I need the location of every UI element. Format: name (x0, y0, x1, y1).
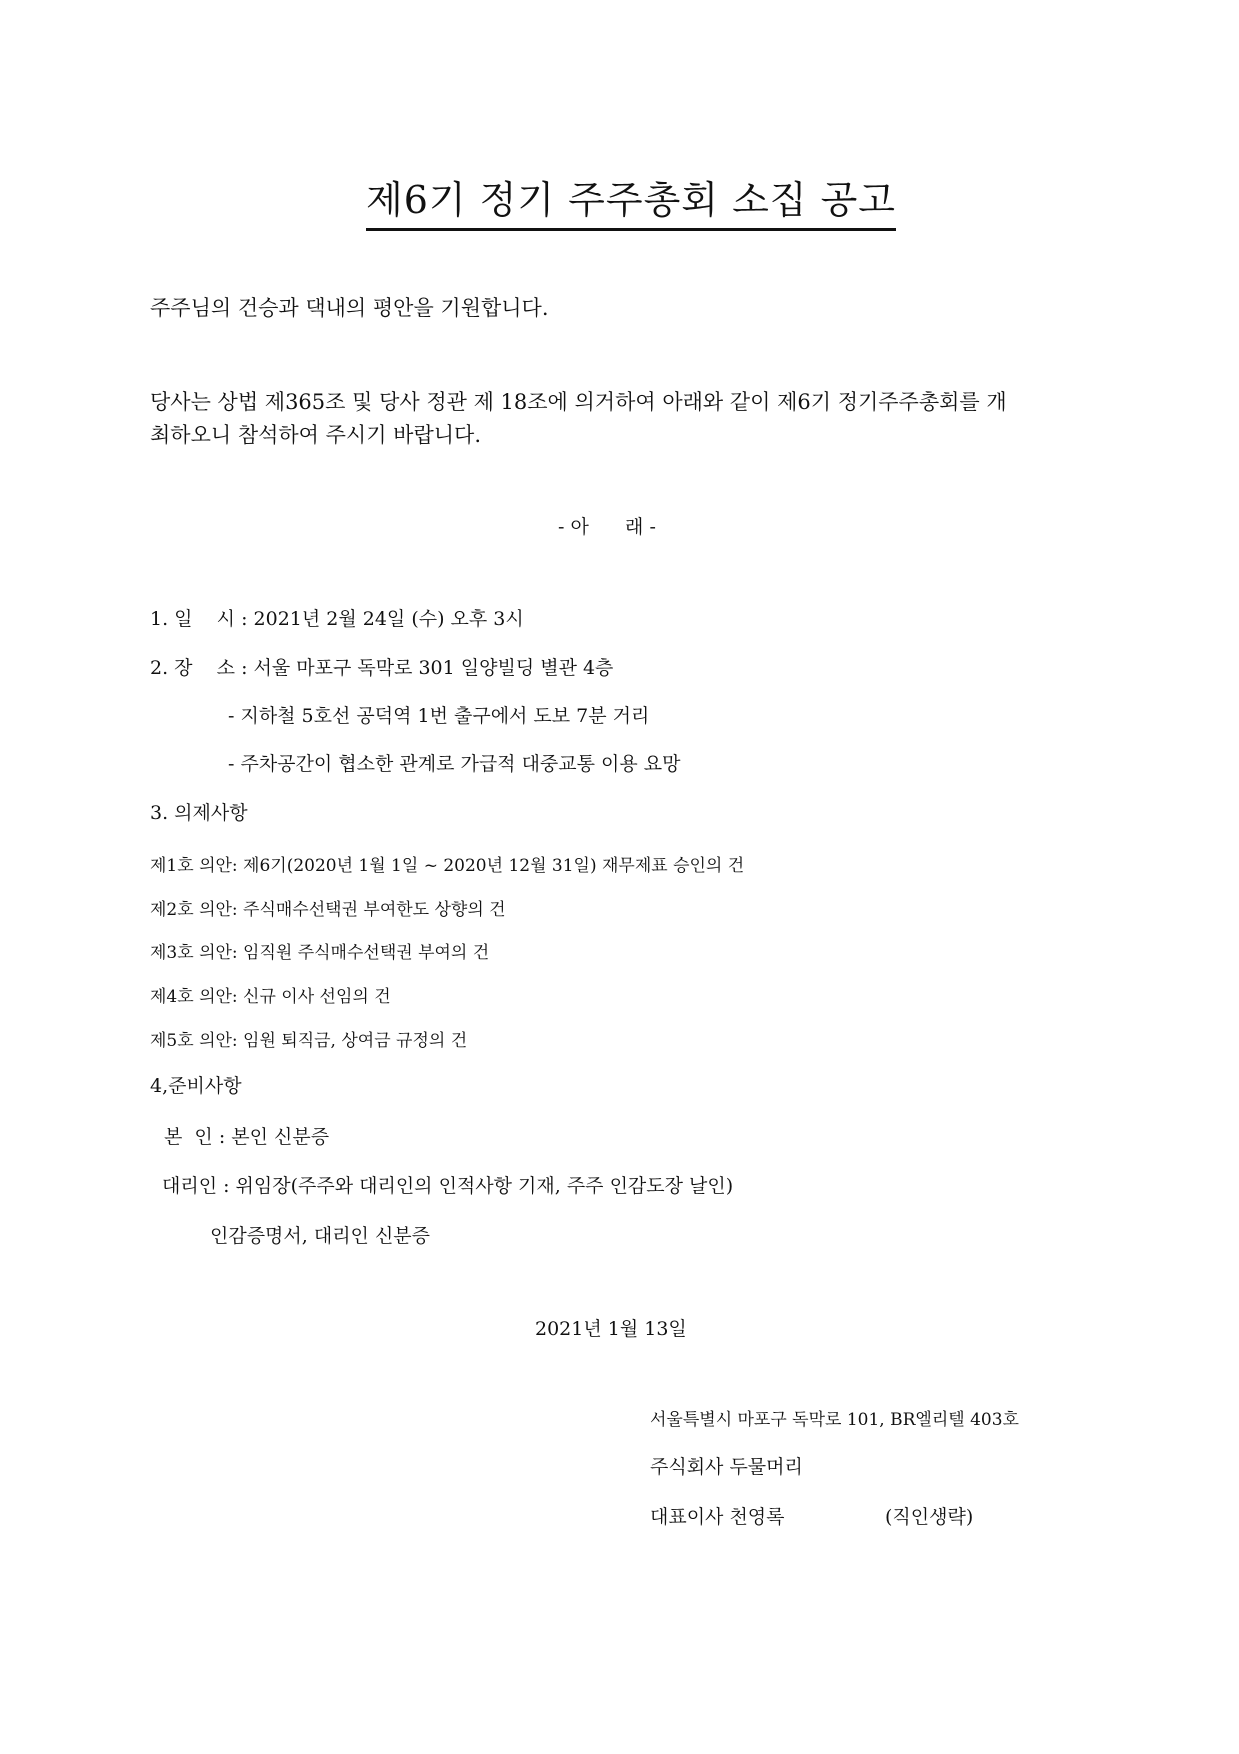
agenda-item: 제3호 의안: 임직원 주식매수선택권 부여의 건 (150, 943, 490, 963)
agenda-heading: 3. 의제사항 (150, 802, 248, 824)
location-note-subway: - 지하철 5호선 공덕역 1번 출구에서 도보 7분 거리 (228, 705, 650, 727)
preparation-proxy: 대리인 : 위임장(주주와 대리인의 인적사항 기재, 주주 인감도장 날인) (162, 1175, 734, 1197)
agenda-item: 제5호 의안: 임원 퇴직금, 상여금 규정의 건 (150, 1031, 468, 1051)
notice-date: 2021년 1월 13일 (535, 1318, 687, 1340)
intro-line-1: 당사는 상법 제365조 및 당사 정관 제 18조에 의거하여 아래와 같이 제6기 정기주주총회를 개 (150, 390, 1007, 414)
seal-note: (직인생략) (885, 1506, 974, 1528)
preparation-heading: 4,준비사항 (150, 1075, 242, 1097)
location-note-parking: - 주차공간이 협소한 관계로 가급적 대중교통 이용 요망 (228, 753, 681, 775)
company-address: 서울특별시 마포구 독막로 101, BR엘리텔 403호 (650, 1410, 1019, 1430)
page-title: 제6기 정기 주주총회 소집 공고 (366, 178, 896, 231)
preparation-self: 본 인 : 본인 신분증 (164, 1126, 330, 1148)
company-name: 주식회사 두물머리 (650, 1456, 803, 1478)
meeting-location: 2. 장 소 : 서울 마포구 독막로 301 일양빌딩 별관 4층 (150, 657, 614, 679)
agenda-item: 제4호 의안: 신규 이사 선임의 건 (150, 987, 391, 1007)
section-marker: - 아 래 - (558, 516, 656, 538)
preparation-proxy-continued: 인감증명서, 대리인 신분증 (210, 1225, 431, 1247)
ceo-name: 대표이사 천영록 (650, 1506, 785, 1528)
meeting-datetime: 1. 일 시 : 2021년 2월 24일 (수) 오후 3시 (150, 608, 524, 630)
intro-line-2: 최하오니 참석하여 주시기 바랍니다. (150, 423, 481, 447)
agenda-item: 제1호 의안: 제6기(2020년 1월 1일 ~ 2020년 12월 31일) 재무제표 승인의 건 (150, 856, 745, 876)
greeting-text: 주주님의 건승과 댁내의 평안을 기원합니다. (150, 296, 549, 320)
agenda-item: 제2호 의안: 주식매수선택권 부여한도 상향의 건 (150, 900, 506, 920)
